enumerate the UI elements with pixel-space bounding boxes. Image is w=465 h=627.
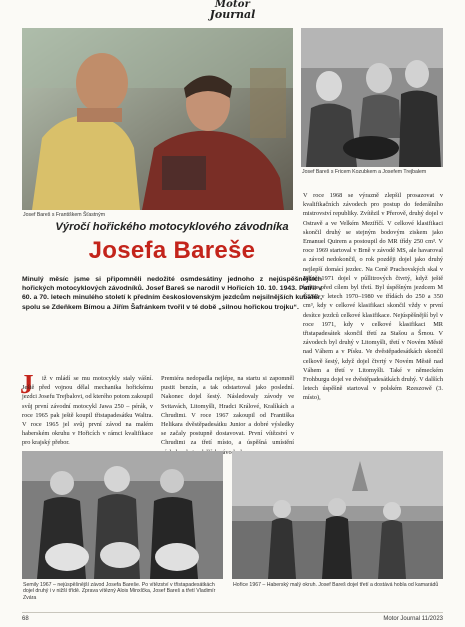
photo-horice-1967-image [232, 451, 443, 579]
caption-bottom-right: Hořice 1967 – Haberský malý okruh. Josef Bareš dojel třetí a dostává hobla od kamarádů [233, 582, 439, 588]
caption-top-right: Josef Bareš s Fricem Kozubkem a Josefem Trejbalem [302, 169, 427, 175]
photo-bares-stastny [22, 28, 293, 210]
footer-rule [22, 612, 443, 613]
article-kicker: Výročí hořického motocyklového závodníka [55, 221, 289, 233]
body-column-1: iž v mládí se mu motocykly staly vášní. Ještě před vojnou dělal mechanika hořickému jezdci Josefu Trejbalovi, od kterého potom zakoupil svůj první závodní motocykl Jawa 250 – pérák, v roce 1965 pak ještě koupil třistapadesátku Waltra. V roce 1965 jel svůj první závod na malém haberském okruhu v Hořicích v rámci kvalifikace pro krajský přebor. [22, 375, 153, 447]
photo-semily-1967-image [22, 451, 223, 579]
issue-label: Motor Journal 11/2023 [383, 616, 443, 622]
dropcap-letter: J [20, 369, 34, 399]
masthead-line2: Journal [209, 8, 256, 21]
body-column-3: V roce 1968 se výrazně zlepšil prosazovat v kvalifikačních závodech pro postup do federálního mistrovství republiky. Zvítězil v Přerově, druhý dojel v Ostravě a ve Velkém Meziříčí. V celkové klasifikaci skončil druhý se stejným bodovým ziskem jako Emanuel Quirem a postoupil do MR třídy 250 cm³. V roce 1969 startoval v Brně v závodě MS, ale havaroval a závod nedokončil, o rok později dojel jako druhý nejlepší domácí jezdec. Na Ceně Prachovských skal v Jičíně 1971 dojel v půllitrových čtvrtý, když ještě krátce před cílem byl třetí. Byl úspěšným jezdcem M ČSSR v letech 1970–1980 ve třídách do 250 a 350 cm³, kdy v celkové klasifikaci skončil vždy v první desítce jezdců celkové klasifikace. Nejúspěšnější byl v roce 1971, kdy v celkové klasifikaci MR třistapadesátek skončil třetí za Stašou a Šrnou. V závodech byl druhý v Litomyšli, třetí v Novém Městě nad Váhem a v Písku. Ve dvěstěpadesátkách skončil celkově šestý, když dojel čtvrtý v Novém Městě nad Váhem a třetí v Litomyšli. Také v německém Frohburgu dojel ve dvěstěpadesátkách druhý. V dalších letech úspěšně startoval v polském Rzeszowě (3. místo), [303, 192, 443, 402]
photo-semily-1967 [22, 451, 223, 579]
body-column-2: Premiéra nedopadla nejlépe, na startu si zapomněl pustit benzín, a tak odstartoval jako poslední. Nakonec dojel šestý. Následovaly závody ve Svitavách, Litomyšli, Hradci Králové, Kralíkách a Chrudimi. V roce 1967 zakoupil od Františka Helikara dvěstěpadesátku Junior a dobré výsledky se začaly postupně dostavovat. První vítězství v Chrudimi za třetí místo, a úspěšná umístění [161, 375, 294, 447]
photo-bares-kozubek-trejbal-image [301, 28, 443, 167]
article-headline: Josefa Bareše [88, 237, 256, 264]
article-lead: Minulý měsíc jsme si připomněli nedožité osmdesátiny jednoho z nejúspěšnějších hořických motocyklových závodníků. Josef Bareš se narodil v Hořicích 10. 10. 1943. Patřil v 60. a 70. letech minulého století k předním československým jezdcům nejsilnějších kubatur, spolu se Zdeňkem Bímou a Jiřím Šafránkem tvořil v té době „silnou hořickou trojku“. [22, 276, 322, 311]
masthead-logo [0, 0, 465, 22]
masthead-line1: Motor [214, 0, 251, 10]
caption-top-left: Josef Bareš s Františkem Šťastným [23, 212, 106, 218]
caption-bottom-left: Semily 1967 – nejúspěšnější závod Josefa Bareše. Po vítězství v třistapadesátkách dojel druhý i v nižší třídě. Zprava vítězný Alois Minxlčka, Josef Bareš a třetí Vladimír Zvára [23, 582, 216, 601]
page-number: 68 [22, 616, 29, 622]
photo-horice-1967 [232, 451, 443, 579]
photo-bares-stastny-image [22, 28, 293, 210]
photo-bares-kozubek-trejbal [301, 28, 443, 167]
